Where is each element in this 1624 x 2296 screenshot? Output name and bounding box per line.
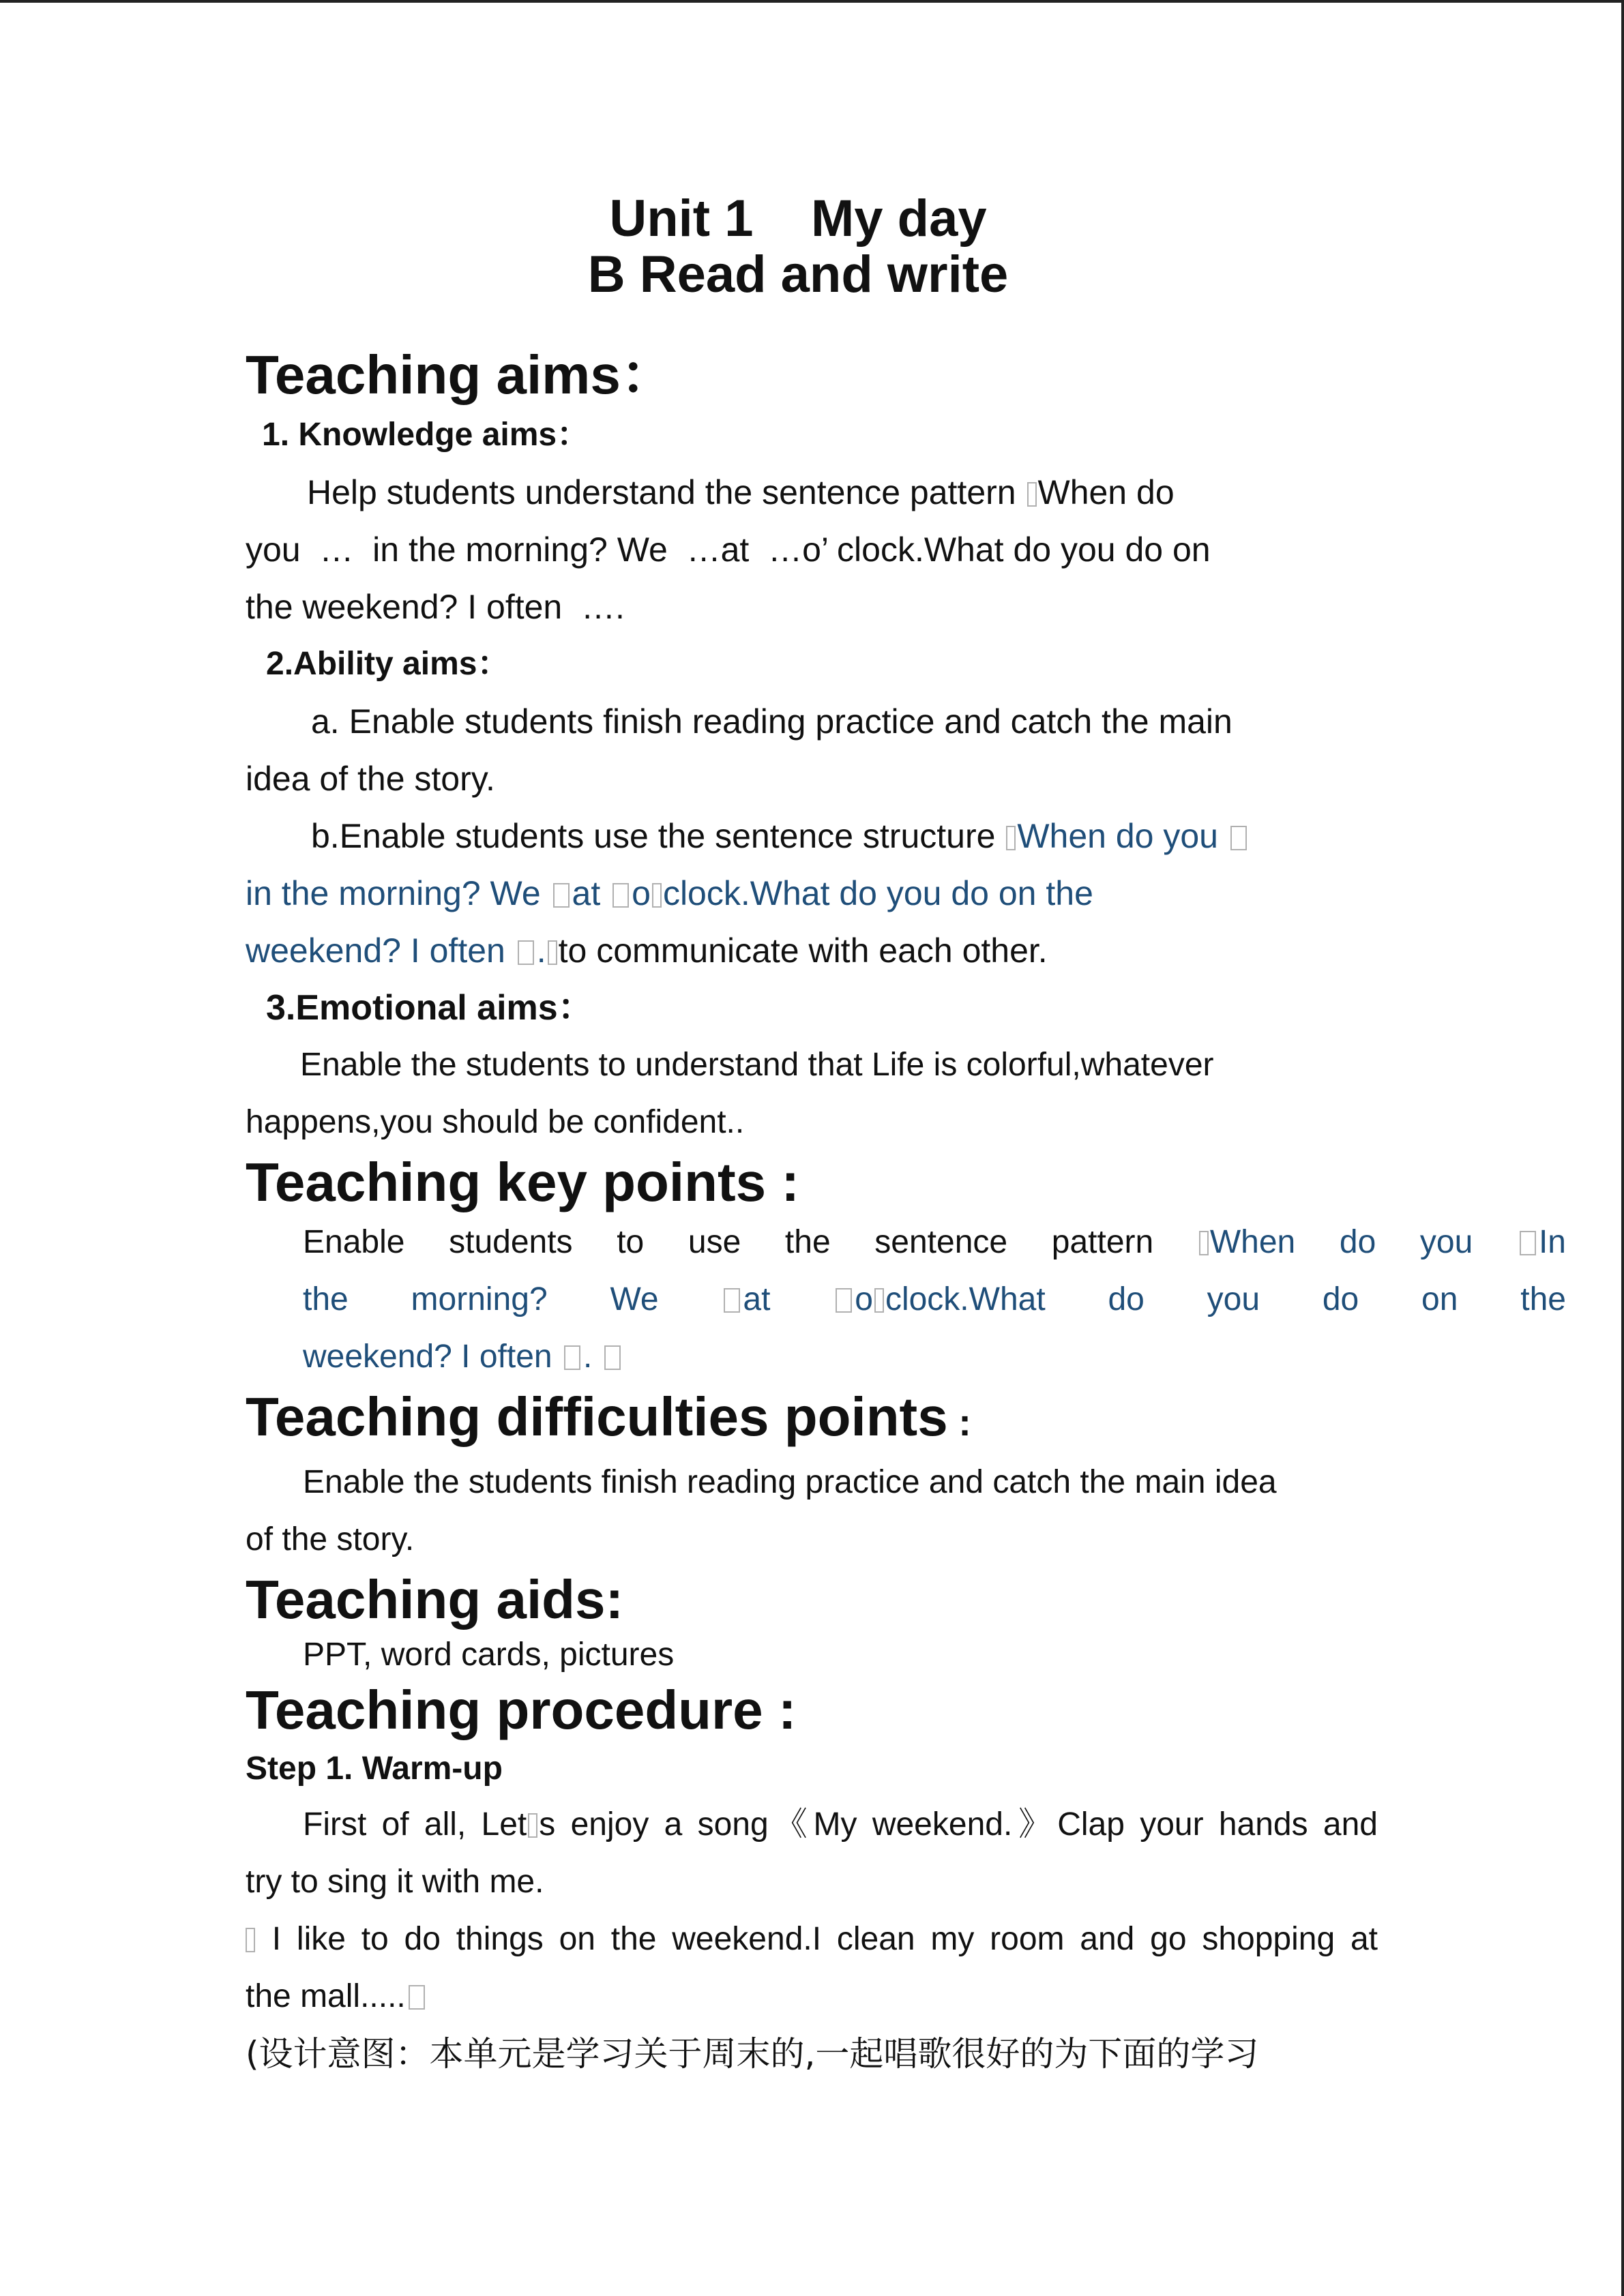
- knowledge-text-1b: When do: [1037, 473, 1175, 511]
- knowledge-aims-text-line-2: you … in the morning? We …at …o’ clock.What do you do on: [246, 531, 1211, 569]
- ability-aim-a-line-1: a. Enable students finish reading practice and catch the main: [311, 702, 1232, 741]
- key-points-line-2: [303, 1271, 1566, 1328]
- emotional-aims-line-1: Enable the students to understand that Life is colorful,whatever: [300, 1047, 1214, 1083]
- placeholder-box: [836, 1288, 852, 1313]
- placeholder-box: [1199, 1231, 1209, 1255]
- teaching-aids-text: PPT, word cards, pictures: [303, 1637, 675, 1673]
- procedure-text-1b: s enjoy a song《My weekend.》Clap your hands and: [539, 1806, 1378, 1843]
- heading-teaching-aims: Teaching aims：: [246, 344, 675, 405]
- placeholder-box: [528, 1813, 537, 1838]
- key-points-pattern-2b: at: [743, 1281, 833, 1317]
- song-lyrics-text-1: I like to do things on the weekend.I clean my room and go shopping at: [256, 1921, 1378, 1957]
- key-points-pattern-2c: o: [855, 1281, 873, 1317]
- procedure-para-1-line-2: try to sing it with me.: [246, 1864, 544, 1900]
- key-points-pattern-1: When do you: [1209, 1224, 1517, 1260]
- placeholder-box: [548, 940, 557, 965]
- ability-b-pattern-3b: .: [536, 931, 546, 970]
- ability-b-pattern-2c: o: [632, 874, 651, 912]
- page-edge-right: [1621, 0, 1624, 2296]
- difficulties-line-2: of the story.: [246, 1521, 415, 1557]
- placeholder-box: [724, 1288, 740, 1313]
- design-intent-note: (设计意图：本单元是学习关于周末的,一起唱歌很好的为下面的学习: [246, 2034, 1259, 2074]
- key-points-pattern-2d: clock.What do you do on the: [885, 1281, 1566, 1317]
- difficulties-line-1: Enable the students finish reading practice and catch the main idea: [303, 1464, 1277, 1500]
- key-points-pattern-1b: In: [1538, 1224, 1566, 1260]
- song-lyrics-text-2: the mall.....: [246, 1978, 406, 2014]
- placeholder-box: [1027, 482, 1037, 507]
- key-points-block: [246, 1214, 1566, 1386]
- placeholder-box: [1006, 826, 1016, 850]
- placeholder-box: [612, 883, 629, 908]
- ability-aim-a-line-2: idea of the story.: [246, 760, 495, 798]
- emotional-aims-label: 3.Emotional aims：: [266, 988, 593, 1028]
- ability-b-pattern-2b: at: [572, 874, 610, 912]
- procedure-para-1-line-1: [246, 1796, 1378, 1853]
- ability-b-text: b.Enable students use the sentence structure: [311, 817, 1005, 855]
- title-line-1: Unit 1 My day: [609, 190, 987, 248]
- key-points-line-1: [303, 1214, 1566, 1271]
- placeholder-box: [652, 883, 662, 908]
- knowledge-aims-label: 1. Knowledge aims：: [262, 417, 590, 453]
- ability-b-pattern-2a: in the morning? We: [246, 874, 550, 912]
- placeholder-box: [1230, 826, 1247, 850]
- knowledge-text-1: Help students understand the sentence pattern: [307, 473, 1026, 511]
- ability-b-tail: to communicate with each other.: [558, 931, 1048, 970]
- placeholder-box: [874, 1288, 884, 1313]
- key-points-pattern-2a: the morning? We: [303, 1281, 722, 1317]
- ability-aim-b-line-1: [246, 807, 1378, 865]
- heading-key-points: Teaching key points :: [246, 1152, 799, 1212]
- key-points-line-3: [303, 1328, 1566, 1386]
- placeholder-box: [604, 1345, 621, 1370]
- key-points-pattern-3b: .: [582, 1339, 602, 1375]
- knowledge-aims-text-line-3: the weekend? I often ….: [246, 588, 625, 626]
- heading-teaching-aids: Teaching aids:: [246, 1569, 624, 1630]
- knowledge-aims-text: [246, 464, 1378, 521]
- song-lyrics-line-1: [246, 1911, 1378, 1968]
- heading-difficulties: [246, 1386, 1378, 1454]
- key-points-pattern-3a: weekend? I often: [303, 1339, 561, 1375]
- key-points-text: Enable students to use the sentence pattern: [303, 1224, 1198, 1260]
- placeholder-box: [409, 1985, 425, 2010]
- ability-aim-b-line-3: [246, 922, 1378, 979]
- difficulties-heading-colon: :: [947, 1401, 971, 1444]
- emotional-aims-line-2: happens,you should be confident..: [246, 1104, 745, 1140]
- placeholder-box: [564, 1345, 580, 1370]
- ability-b-pattern: When do you: [1017, 817, 1228, 855]
- heading-teaching-procedure: Teaching procedure :: [246, 1680, 797, 1740]
- placeholder-box: [246, 1928, 255, 1952]
- procedure-text-1a: First of all, Let: [303, 1806, 527, 1843]
- placeholder-box: [553, 883, 570, 908]
- song-lyrics-line-2: [246, 1968, 1378, 2025]
- page-edge-top: [0, 0, 1624, 3]
- placeholder-box: [1520, 1231, 1536, 1255]
- step-1-label: Step 1. Warm-up: [246, 1750, 503, 1787]
- ability-aims-label: 2.Ability aims：: [266, 646, 510, 682]
- document-page: [246, 190, 1566, 2083]
- ability-b-pattern-2d: clock.What do you do on the: [662, 874, 1093, 912]
- title-line-2: B Read and write: [587, 245, 1009, 303]
- placeholder-box: [518, 940, 534, 965]
- difficulties-heading-text: Teaching difficulties points: [246, 1386, 948, 1447]
- ability-aim-b-line-2: [246, 865, 1378, 922]
- ability-b-pattern-3: weekend? I often: [246, 931, 515, 970]
